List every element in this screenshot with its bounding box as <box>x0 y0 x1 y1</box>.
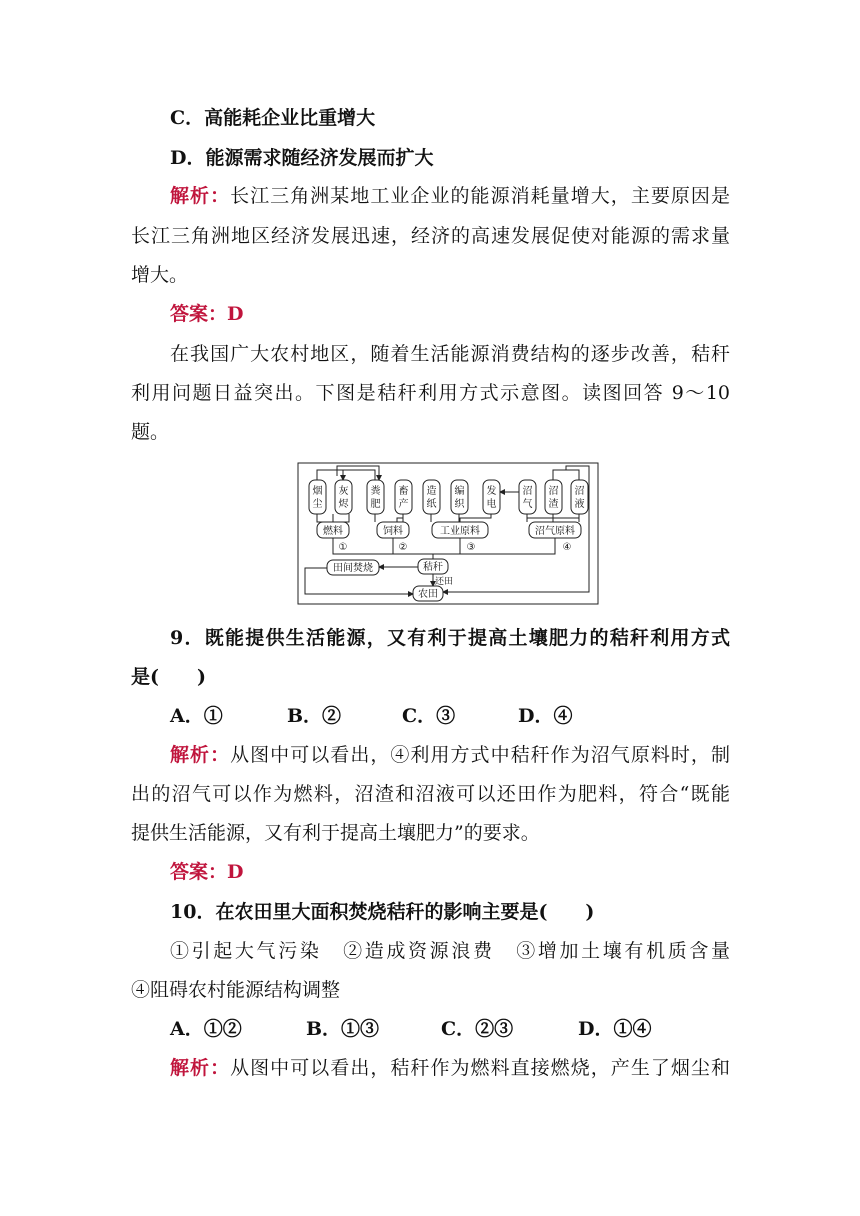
straw-label: 秸秆 <box>423 562 443 573</box>
top-box-label-biogas-0: 沼 <box>522 486 533 497</box>
diagram-connector <box>460 518 491 522</box>
top-box-label-papermaking-1: 纸 <box>426 499 437 510</box>
q8-analysis-text1: 长江三角洲某地工业企业的能源消耗量增大，主要原因是 <box>230 185 730 207</box>
top-box-label-ash-1: 烬 <box>338 499 349 510</box>
circled-number-4: ④ <box>562 542 572 553</box>
top-box-label-power-0: 发 <box>486 486 497 497</box>
q9-answer-label: 答案： <box>170 861 228 883</box>
field-burning-label: 田间焚烧 <box>333 563 373 574</box>
q8-option-c: C．高能耗企业比重增大 <box>170 107 376 129</box>
q10-analysis-line1 <box>170 1055 730 1081</box>
q9-analysis-line1 <box>170 742 730 768</box>
q10-stem: 10．在农田里大面积焚烧秸秆的影响主要是( ) <box>170 901 595 923</box>
q9-option-c: C．③ <box>402 705 456 727</box>
top-box-label-biogas-1: 气 <box>522 499 533 510</box>
top-box-label-livestock-1: 产 <box>398 499 409 510</box>
diagram-connector <box>553 470 579 480</box>
return-to-field-label: 还田 <box>434 577 454 587</box>
intro-line2: 利用问题日益突出。下图是秸秆利用方式示意图。读图回答 9～10 <box>131 382 730 404</box>
q8-answer <box>170 301 244 327</box>
top-box-label-manure-0: 粪 <box>370 486 381 497</box>
q8-option-d: D．能源需求随经济发展而扩大 <box>170 147 434 169</box>
diagram-connector <box>397 518 403 522</box>
use-box-label-industrial-material: 工业原料 <box>440 526 480 537</box>
top-box-label-biogas-slurry-0: 沼 <box>574 486 585 497</box>
diagram-connector <box>488 514 491 518</box>
q9-answer <box>170 859 244 885</box>
use-box-label-feed: 饲料 <box>383 526 403 537</box>
q9-stem-line1: 9．既能提供生活能源，又有利于提高土壤肥力的秸秆利用方式 <box>170 627 730 649</box>
circled-number-1: ① <box>338 542 348 553</box>
top-box-label-manure-1: 肥 <box>370 499 381 510</box>
q9-stem-line2: 是( ) <box>131 666 206 688</box>
q10-option-d: D．①④ <box>578 1018 652 1040</box>
diagram-connector <box>317 470 343 480</box>
top-box-label-biogas-slurry-1: 液 <box>574 499 585 510</box>
q9-analysis-text1: 从图中可以看出，④利用方式中秸秆作为沼气原料时，制 <box>230 744 730 766</box>
intro-line3: 题。 <box>131 421 170 443</box>
top-box-label-weaving-1: 织 <box>454 499 465 510</box>
top-box-label-biogas-residue-0: 沼 <box>548 486 559 497</box>
circled-number-3: ③ <box>466 542 476 553</box>
q8-analysis-line3: 增大。 <box>131 264 189 286</box>
q10-option-c: C．②③ <box>441 1018 514 1040</box>
q9-analysis-line3: 提供生活能源，又有利于提高土壤肥力”的要求。 <box>131 822 540 844</box>
q9-option-d: D．④ <box>518 705 573 727</box>
top-box-label-smoke-dust-1: 尘 <box>312 499 323 510</box>
intro-line1: 在我国广大农村地区，随着生活能源消费结构的逐步改善，秸秆 <box>170 343 730 365</box>
top-box-label-papermaking-0: 造 <box>426 486 437 497</box>
use-box-label-fuel: 燃料 <box>323 526 343 537</box>
q8-answer-label: 答案： <box>170 303 228 325</box>
q8-analysis-label: 解析： <box>170 185 231 207</box>
top-box-label-weaving-0: 编 <box>454 486 465 497</box>
diagram-connector <box>333 538 433 559</box>
q9-analysis-label: 解析： <box>170 744 231 766</box>
top-box-label-power-1: 电 <box>486 499 497 510</box>
diagram-connector <box>433 538 555 554</box>
q10-option-a: A．①② <box>170 1018 242 1040</box>
top-box-label-livestock-0: 畜 <box>398 486 409 497</box>
q9-option-b: B．② <box>287 705 342 727</box>
circled-number-2: ② <box>398 542 408 553</box>
q9-answer-value: D <box>227 861 244 883</box>
q8-answer-value: D <box>227 303 244 325</box>
q8-analysis-line2: 长江三角洲地区经济发展迅速，经济的高速发展促使对能源的需求量 <box>131 225 730 247</box>
diagram-connector <box>343 470 375 480</box>
q10-statements-line2: ④阻碍农村能源结构调整 <box>131 979 341 1001</box>
q10-analysis-label: 解析： <box>170 1057 231 1079</box>
top-box-label-ash-0: 灰 <box>338 486 349 497</box>
q9-option-a: A．① <box>170 705 223 727</box>
q10-statements-line1: ①引起大气污染 ②造成资源浪费 ③增加土壤有机质含量 <box>170 940 730 962</box>
q9-analysis-line2: 出的沼气可以作为燃料，沼渣和沼液可以还田作为肥料，符合“既能 <box>131 783 730 805</box>
top-box-label-biogas-residue-1: 渣 <box>548 499 559 510</box>
straw-utilization-diagram <box>297 462 599 605</box>
farmland-label: 农田 <box>418 589 438 600</box>
q8-analysis-line1 <box>170 183 730 209</box>
use-box-label-biogas-material: 沼气原料 <box>535 526 575 537</box>
q10-option-b: B．①③ <box>306 1018 380 1040</box>
top-box-label-smoke-dust-0: 烟 <box>312 486 323 497</box>
q10-analysis-text1: 从图中可以看出，秸秆作为燃料直接燃烧，产生了烟尘和 <box>230 1057 730 1079</box>
